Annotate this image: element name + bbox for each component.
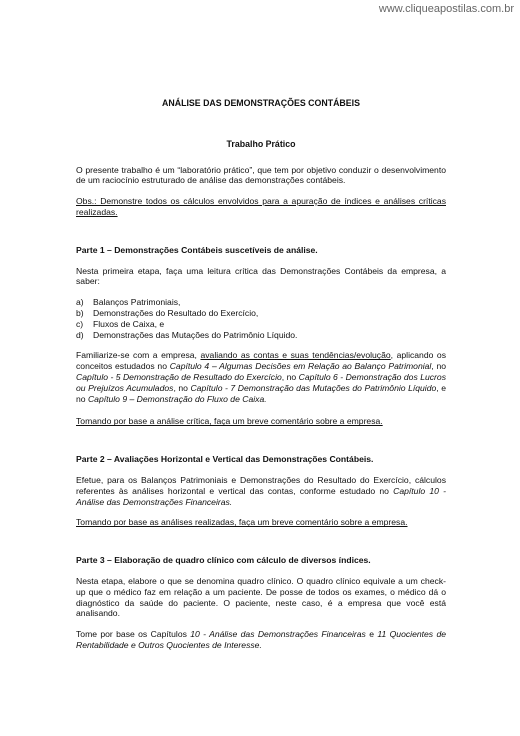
fam-text: , e no	[76, 382, 446, 404]
part1-familiarize-paragraph	[76, 350, 446, 404]
list-item-label: a)	[76, 297, 84, 308]
chapter-reference: Capítulo 4 – Algumas Decisões em Relação ao Balanço Patrimonial	[169, 361, 432, 372]
part3-text: Tome por base os Capítulos	[76, 629, 191, 640]
list-item-label: d)	[76, 329, 84, 340]
chapter-reference: Capítulo 6 - Demonstração dos Lucros ou Prejuízos Acumulados	[76, 371, 446, 393]
part3-text: e	[365, 629, 378, 640]
part1-title: Parte 1 – Demonstrações Contábeis suscetíveis de análise.	[76, 244, 318, 255]
fam-text: Familiarize-se com a empresa,	[76, 350, 201, 361]
part1-comment-instruction: Tomando por base a análise crítica, faça um breve comentário sobre a empresa.	[76, 416, 383, 427]
part2-title: Parte 2 – Avaliações Horizontal e Vertical das Demonstrações Contábeis.	[76, 454, 374, 465]
list-item-text: Balanços Patrimoniais,	[93, 297, 181, 308]
fam-underlined: avaliando as contas e suas tendências/evolução	[200, 350, 391, 361]
chapter-reference: 10 - Análise das Demonstrações Financeiras	[190, 629, 366, 640]
part3-paragraph-2	[76, 629, 446, 651]
fam-text: , no	[173, 382, 191, 393]
fam-text: , aplicando os conceitos estudados no	[76, 350, 447, 372]
list-item	[76, 319, 446, 330]
fam-text: , no	[431, 361, 446, 372]
list-item-label: c)	[76, 318, 84, 329]
list-item-text: Demonstrações das Mutações do Patrimônio Líquido.	[93, 329, 298, 340]
chapter-reference: Capítulo 9 – Demonstração do Fluxo de Caixa.	[87, 393, 267, 404]
document-page	[76, 98, 446, 661]
part2-paragraph	[76, 475, 446, 507]
document-title: ANÁLISE DAS DEMONSTRAÇÕES CONTÁBEIS	[162, 98, 360, 108]
list-item	[76, 297, 446, 308]
chapter-reference: Capítulo - 5 Demonstração de Resultado do Exercício	[76, 371, 282, 382]
part1-intro: Nesta primeira etapa, faça uma leitura crítica das Demonstrações Contábeis da empresa, a saber:	[76, 265, 446, 287]
list-item-text: Fluxos de Caixa, e	[93, 318, 165, 329]
fam-text: , no	[281, 371, 299, 382]
list-item	[76, 330, 446, 341]
part2-text: Efetue, para os Balanços Patrimoniais e Demonstrações do Resultado do Exercício, cálculos referentes às análises horizontal e vertical das contas, conforme estudado no	[76, 474, 446, 496]
list-item-text: Demonstrações do Resultado do Exercício,	[93, 307, 259, 318]
chapter-reference: 11 Quocientes de Rentabilidade e Outros Quocientes de Interesse.	[76, 629, 447, 650]
part3-title: Parte 3 – Elaboração de quadro clínico com cálculo de diversos índices.	[76, 555, 371, 566]
list-item	[76, 308, 446, 319]
document-subtitle: Trabalho Prático	[226, 138, 296, 149]
part1-list	[76, 297, 446, 340]
intro-paragraph: O presente trabalho é um “laboratório prático”, que tem por objetivo conduzir o desenvolvimento de um raciocínio estruturado de análise das demonstrações contábeis.	[76, 164, 446, 186]
part2-comment-instruction: Tomando por base as análises realizadas, faça um breve comentário sobre a empresa.	[76, 517, 408, 528]
obs-paragraph: Obs.: Demonstre todos os cálculos envolvidos para a apuração de índices e análises críticas realizadas.	[76, 196, 446, 217]
site-watermark: www.cliqueapostilas.com.br	[378, 3, 514, 15]
list-item-label: b)	[76, 307, 84, 318]
chapter-reference: Capítulo - 7 Demonstração das Mutações do Patrimônio Líquido	[190, 382, 437, 393]
chapter-reference: Capítulo 10 - Análise das Demonstrações Financeiras.	[76, 485, 446, 507]
part3-paragraph-1: Nesta etapa, elabore o que se denomina quadro clínico. O quadro clínico equivale a um check-up que o médico faz em relação a um paciente. De posse de todos os exames, o médico dá o diagnóstico da saúde do paciente. O paciente, neste caso, é a empresa que você está analisando.	[76, 575, 446, 619]
